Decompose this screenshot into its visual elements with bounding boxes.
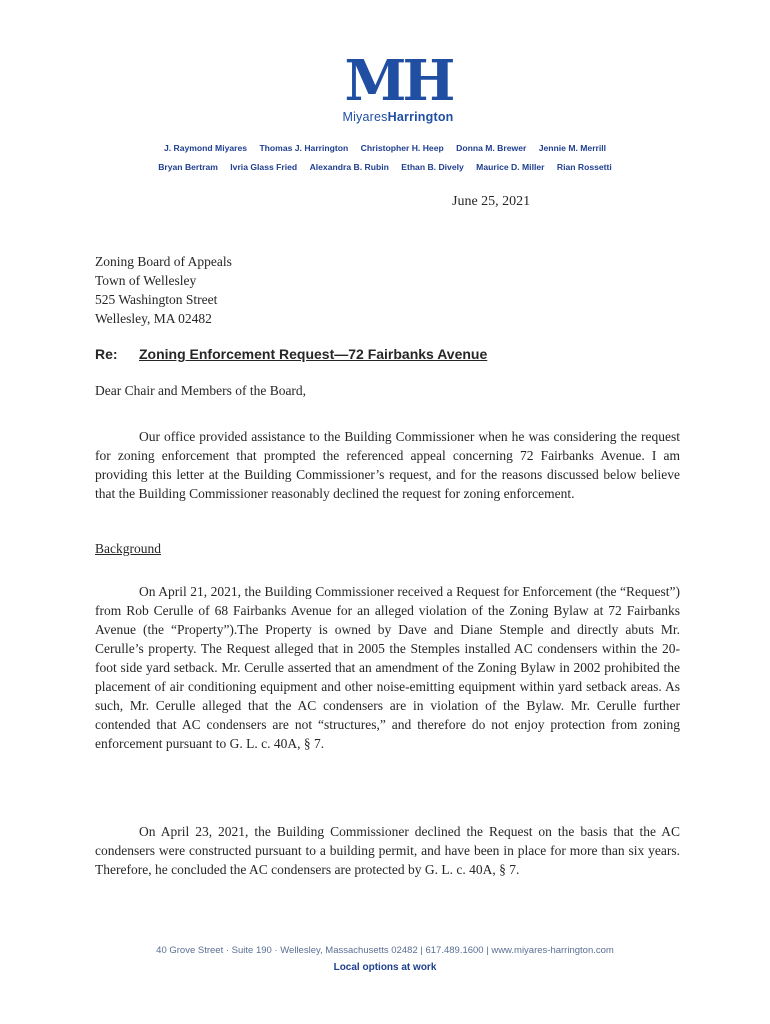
footer-address: 40 Grove Street · Suite 190 · Wellesley, Massachusetts 02482 | 617.489.1600 | www.miyares-harrington.com (156, 945, 614, 956)
logo-word-light: Miyares (342, 110, 388, 124)
letter-date: June 25, 2021 (452, 194, 531, 209)
attorney-name: Maurice D. Miller (476, 162, 545, 172)
section-heading-background: Background (95, 541, 161, 556)
attorney-name: Ivria Glass Fried (230, 162, 298, 172)
recipient-address (95, 252, 232, 328)
logo-word-bold: Harrington (387, 110, 454, 124)
body-paragraph-1: Our office provided assistance to the Building Commissioner when he was considering the request for zoning enforcement that prompted the referenced appeal concerning 72 Fairbanks Avenue. I am providing this letter at the Building Commissioner’s request, and for the reasons discussed below believe that the Building Commissioner reasonably declined the request for zoning enforcement. (95, 429, 680, 501)
footer-tagline: Local options at work (333, 962, 437, 973)
attorney-name: J. Raymond Miyares (163, 143, 248, 153)
body-paragraph-3: On April 23, 2021, the Building Commissioner declined the Request on the basis that the AC condensers were constructed pursuant to a building permit, and have been in place for more than six years. Therefore, he concluded the AC condensers are protected by G. L. c. 40A, § 7. (95, 824, 680, 877)
salutation: Dear Chair and Members of the Board, (95, 383, 307, 398)
re-subject: Zoning Enforcement Request—72 Fairbanks Avenue (139, 346, 488, 362)
address-line: Town of Wellesley (95, 273, 197, 288)
address-line: Zoning Board of Appeals (95, 254, 232, 269)
re-label: Re: (95, 346, 118, 362)
attorney-name: Christopher H. Heep (360, 143, 444, 153)
address-line: 525 Washington Street (95, 292, 218, 307)
logo-wordmark (328, 110, 468, 124)
attorney-name: Ethan B. Dively (401, 162, 464, 172)
logo-monogram: MH (344, 48, 452, 114)
attorney-names-row-1 (0, 143, 770, 153)
attorney-name: Donna M. Brewer (456, 143, 527, 153)
attorney-name: Thomas J. Harrington (259, 143, 349, 153)
address-line: Wellesley, MA 02482 (95, 311, 212, 326)
attorney-name: Bryan Bertram (158, 162, 218, 172)
firm-logo (328, 48, 468, 124)
attorney-name: Rian Rossetti (556, 162, 612, 172)
attorney-name: Jennie M. Merrill (538, 143, 607, 153)
attorney-names-row-2 (0, 162, 770, 172)
body-paragraph-2: On April 21, 2021, the Building Commissioner received a Request for Enforcement (the “Request”) from Rob Cerulle of 68 Fairbanks Avenue for an alleged violation of the Zoning Bylaw at 72 Fairbanks Avenue (the “Property”).The Property is owned by Dave and Diane Stemple and directly abuts Mr. Cerulle’s property. The Request alleged that in 2005 the Stemples installed AC condensers within the 20-foot side yard setback. Mr. Cerulle asserted that an amendment of the Zoning Bylaw in 2002 prohibited the placement of air conditioning equipment and other noise-emitting equipment within yard setback areas. As such, Mr. Cerulle alleged that the AC condensers are in violation of the Bylaw. Mr. Cerulle further contended that AC condensers are not “structures,” and therefore do not enjoy protection from zoning enforcement pursuant to G. L. c. 40A, § 7. (95, 584, 680, 751)
attorney-name: Alexandra B. Rubin (309, 162, 389, 172)
subject-line (95, 346, 487, 364)
